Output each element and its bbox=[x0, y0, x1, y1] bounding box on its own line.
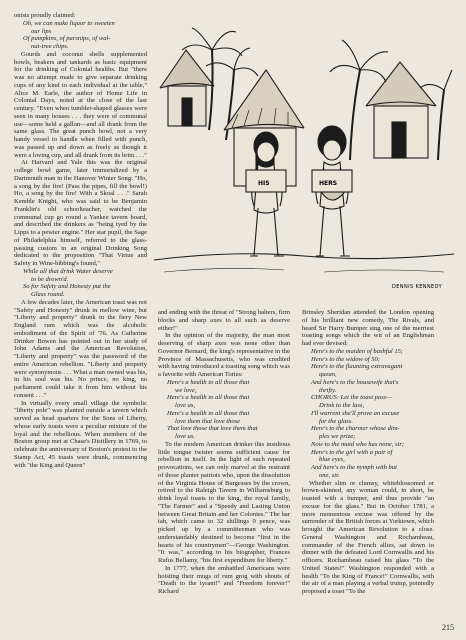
verse-line: I'll warrent she'll prove an excuse bbox=[311, 409, 400, 417]
verse-line: Here's a health to all those that bbox=[167, 378, 250, 386]
paragraph: In the opinion of the majority, the man most deserving of sharp axes was none other than Governor Bernard, the king's representative in the Province of Massachusetts, who was credited with having introduced a toasting song which was a favorite with American Tories: bbox=[158, 332, 290, 378]
paragraph: Brinsley Sheridan attended the London opening of his brilliant new comedy, The Rivals, and heard Sir Harry Bumper sing one of the merriest toasting songs which the wit of an Englishman had ever devised: bbox=[302, 309, 434, 347]
verse-block bbox=[23, 20, 147, 51]
verse-line: we love, bbox=[175, 386, 197, 394]
verse-line: Here's to the widow of 50; bbox=[311, 355, 380, 363]
page-number: 215 bbox=[442, 623, 454, 632]
verse-line: ples we prize; bbox=[319, 433, 356, 440]
verse-line: Now to the maid who has none, sir; bbox=[311, 440, 405, 448]
verse-line: to be drown'd. bbox=[31, 275, 69, 283]
verse-line: CHORUS: Let the toast pass— bbox=[311, 394, 393, 402]
verse-line: While all that drink Water deserve bbox=[23, 267, 113, 275]
paragraph: In 1777, when the embattled Americans were hoisting their mugs of rum grog with shouts of "Death to the tyrant!" and "Freedom forever!" Richard bbox=[158, 564, 290, 595]
verse-block bbox=[167, 379, 290, 441]
paragraph: and ending with the threat of "Strong halters, firm blocks and sharp axes to all such as deserve either!" bbox=[158, 309, 290, 332]
verse-line: And here's to the housewife that's bbox=[311, 378, 399, 386]
verse-line: Glass round. bbox=[31, 291, 65, 298]
his-sign-label: HIS bbox=[258, 180, 270, 187]
verse-line: Oh, we can make liquor to sweeten bbox=[23, 19, 115, 27]
right-column bbox=[302, 309, 434, 596]
verse-line: for the glass. bbox=[319, 417, 354, 425]
verse-line: Here's a health to all those that bbox=[167, 409, 250, 417]
verse-line: That love those that love them that bbox=[167, 425, 258, 433]
verse-line: blue eyes, bbox=[319, 456, 345, 464]
artist-signature: DENNIS KENNEDY bbox=[392, 284, 443, 290]
paragraph: At Harvard and Yale this was the original college bowl game, later immortalized by a Dartmouth man in the Hanover Winter Song: "Ho, a song by the fire! (Pass the pipes, fill the bowl!) Ho, a song by the fire! With a Skoal . . ." Sarah Kemble Knight, who was said to be Benjamin Franklin's old schoolteacher, watched the communal cup go round a Yankee tavern board, and described the drinkers as "being tyed by the Lipps to a pewter engine." Her star pupil, the Sage of Philadelphia himself, referred to the glass-passing custom in an original Drinking Song dedicated to the proposition "That Virtue and Safety in Wine-bibbing's found," bbox=[14, 159, 147, 267]
verse-line: thrifty. bbox=[319, 386, 337, 394]
verse-line: love them that love those bbox=[175, 417, 241, 425]
verse-line: quean, bbox=[319, 371, 337, 378]
paragraph: In virtually every small village the symbolic "liberty pole" was planted outside a tavern which served as head quarters for the Sons of Liberty, whose early toasts were a peculiar mixture of the loyal and the rebellious. When members of the Boston group met at Chase's Distillery in 1769, to celebrate the anniversary of Boston's protest to the Stamp Act, 45 toasts were drunk, commencing with "the King and Queen" bbox=[14, 399, 147, 469]
paragraph: A few decades later, the American toast was not "Safety and Honesty" drunk in mellow wine, but "Liberty and property" drunk in the fiery New England rum which was the alcoholic embodiment of the Spirit of '76. As Catherine Drinker Bowen has pointed out in her study of John Adams and the American Revolution, "Liberty and property" was the password of the entire American rebellion. "Liberty and property were synonymous . . . What a man owned was his, in his soul was his. No prince, no king, no parliament could take it from him without his consent . . ." bbox=[14, 298, 147, 399]
middle-column bbox=[158, 309, 290, 596]
verse-line: And here's to the nymph with but bbox=[311, 464, 397, 471]
paragraph: To the modern American drinker this insidious little tongue twister seems sufficient cause for rebellion in itself. In the light of such repeated provocations, we can only marvel at the restraint of those planter patriots who, upon the dissolution of the Virginia House of Burgesses by the crown, retired to the Raleigh Tavern in Williamsburg to drink loyal toasts to the king, the royal family, "The Farmer" and a "Speedy and Lasting Union between Great Britain and her Colonies." The bar tab, which came to 32 shillings 9 pence, was picked up by a committeeman who was understandably destined to become "first in the hearts of his countrymen"—George Washington. "It was," according to his biographer, Frances Rufus Bellamy, "his first expenditure for liberty." bbox=[158, 440, 290, 564]
cartoon-illustration bbox=[154, 10, 454, 300]
verse-line: Drink to the lass, bbox=[319, 402, 365, 409]
verse-line: Here's to the flaunting extravagant bbox=[311, 363, 403, 371]
verse-line: one, sir. bbox=[319, 471, 340, 479]
verse-line: Here's to the girl with a pair of bbox=[311, 448, 393, 456]
verse-line: nut-tree chips. bbox=[31, 43, 69, 50]
verse-line: love us. bbox=[175, 433, 195, 440]
verse-line: our lips bbox=[31, 27, 52, 35]
verse-block bbox=[311, 348, 434, 480]
verse-block bbox=[23, 268, 147, 299]
hers-sign-label: HERS bbox=[319, 180, 338, 187]
verse-line: Here's to the charmer whose dim- bbox=[311, 425, 400, 433]
verse-line: Here's a health to all those that bbox=[167, 394, 250, 402]
verse-line: Here's to the maiden of bashful 15; bbox=[311, 347, 404, 355]
left-column bbox=[14, 12, 147, 469]
paragraph: Gourds and coconut shells supplemented bowls, beakers and tankards as basic equipment for the drinking of Colonial healths. But "there was no attempt made to give separate drinking cups of any kind to each individual at the table," Alice M. Earle, the author of Home Life in Colonial Days, noted at the close of the last century. "Even when tumbler-shaped glasses were seen in many houses . . . they were of communal use—some held a gallon—and all drank from the same glass. The great punch bowl, not a very handy vessel to handle when filled with punch, was passed up and down as freely as though it were a loving cup, and all drank from its brim . . ." bbox=[14, 50, 147, 159]
verse-line: love us, bbox=[175, 402, 195, 409]
paragraph: onists proudly claimed: bbox=[14, 12, 76, 19]
paragraph: Whether slim or clumsy, whiteblossomed or brown-skinned, any woman could, in short, be toasted with a bumper, and thus provide "an excuse for the glass." But in October 1781, a more momentous excuse was offered by the surrender of the British forces at Yorktown, which brought the American Revolution to a close. General Washington and Rochambeau, commander of the French allies, sat down to dinner with the defeated Lord Cornwallis and his officers. Rochambeau raised his glass "To the United States!" Washington responded with a health "To the King of France!" Cornwallis, with the air of a man playing a verbal trump, pointedly proposed a toast "To the bbox=[302, 479, 434, 595]
verse-line: So for Safety and Honesty put the bbox=[23, 283, 111, 291]
verse-line: Of pumpkins, of parsnips, of wal- bbox=[23, 35, 111, 43]
